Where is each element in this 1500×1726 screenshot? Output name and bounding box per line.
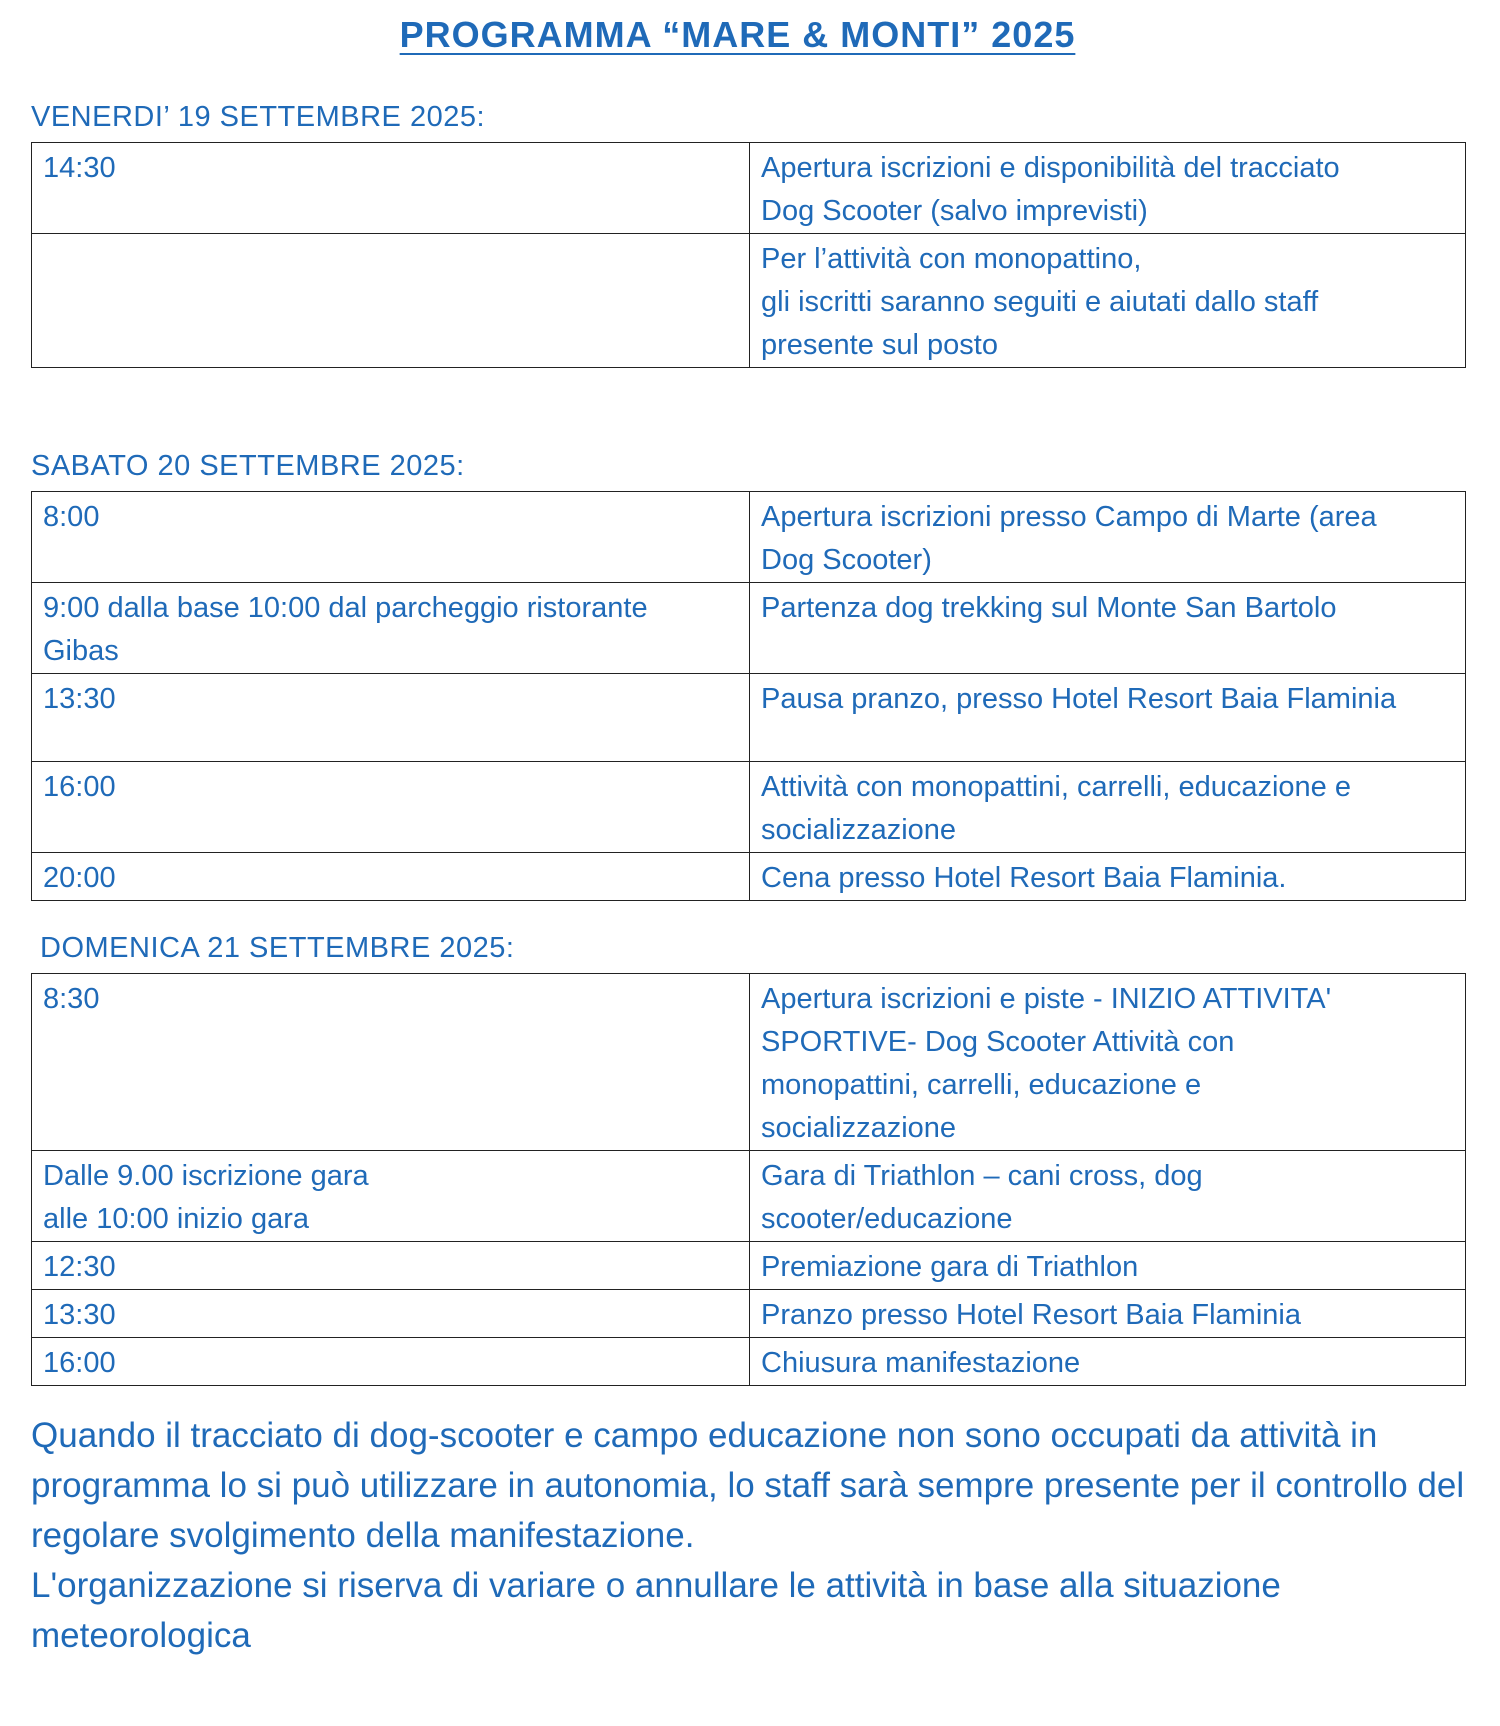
time-cell: 9:00 dalla base 10:00 dal parcheggio ristorante Gibas — [32, 583, 750, 674]
time-cell: 20:00 — [32, 853, 750, 901]
day-heading-friday: VENERDI’ 19 SETTEMBRE 2025: — [31, 101, 486, 133]
schedule-table-sunday — [31, 973, 1466, 1386]
table-row — [32, 1242, 1466, 1290]
schedule-table-friday — [31, 142, 1466, 368]
table-row — [32, 1151, 1466, 1242]
table-row — [32, 974, 1466, 1151]
table-row — [32, 492, 1466, 583]
activity-cell: Apertura iscrizioni presso Campo di Marte (area Dog Scooter) — [750, 492, 1466, 583]
activity-cell: Apertura iscrizioni e disponibilità del tracciato Dog Scooter (salvo imprevisti) — [750, 143, 1466, 234]
activity-cell: Per l’attività con monopattino, gli iscritti saranno seguiti e aiutati dallo staff presente sul posto — [750, 234, 1466, 368]
table-row — [32, 1290, 1466, 1338]
activity-cell: Pranzo presso Hotel Resort Baia Flaminia — [750, 1290, 1466, 1338]
time-cell: 8:30 — [32, 974, 750, 1151]
table-row — [32, 143, 1466, 234]
table-row — [32, 762, 1466, 853]
footer-note — [31, 1411, 1476, 1661]
table-row — [32, 234, 1466, 368]
note-paragraph: Quando il tracciato di dog-scooter e campo educazione non sono occupati da attività in programma lo si può utilizzare in autonomia, lo staff sarà sempre presente per il controllo del regolare svolgimento della manifestazione. — [31, 1416, 1465, 1555]
table-row — [32, 674, 1466, 762]
day-heading-saturday: SABATO 20 SETTEMBRE 2025: — [31, 450, 465, 482]
activity-cell: Premiazione gara di Triathlon — [750, 1242, 1466, 1290]
activity-cell: Pausa pranzo, presso Hotel Resort Baia Flaminia — [750, 674, 1466, 762]
time-cell: 14:30 — [32, 143, 750, 234]
time-cell: Dalle 9.00 iscrizione gara alle 10:00 inizio gara — [32, 1151, 750, 1242]
table-row — [32, 583, 1466, 674]
note-paragraph: L'organizzazione si riserva di variare o annullare le attività in base alla situazione meteorologica — [31, 1566, 1281, 1655]
activity-cell: Gara di Triathlon – cani cross, dog scooter/educazione — [750, 1151, 1466, 1242]
time-cell: 16:00 — [32, 1338, 750, 1386]
activity-cell: Attività con monopattini, carrelli, educazione e socializzazione — [750, 762, 1466, 853]
time-cell: 13:30 — [32, 674, 750, 762]
activity-cell: Chiusura manifestazione — [750, 1338, 1466, 1386]
activity-cell: Apertura iscrizioni e piste - INIZIO ATTIVITA' SPORTIVE- Dog Scooter Attività con monopattini, carrelli, educazione e socializzazione — [750, 974, 1466, 1151]
table-row — [32, 853, 1466, 901]
time-cell: 16:00 — [32, 762, 750, 853]
time-cell: 8:00 — [32, 492, 750, 583]
day-heading-sunday: DOMENICA 21 SETTEMBRE 2025: — [40, 932, 515, 964]
time-cell — [32, 234, 750, 368]
activity-cell: Cena presso Hotel Resort Baia Flaminia. — [750, 853, 1466, 901]
activity-cell: Partenza dog trekking sul Monte San Bartolo — [750, 583, 1466, 674]
schedule-table-saturday — [31, 491, 1466, 901]
time-cell: 13:30 — [32, 1290, 750, 1338]
table-row — [32, 1338, 1466, 1386]
page-title: PROGRAMMA “MARE & MONTI” 2025 — [399, 14, 1076, 55]
time-cell: 12:30 — [32, 1242, 750, 1290]
